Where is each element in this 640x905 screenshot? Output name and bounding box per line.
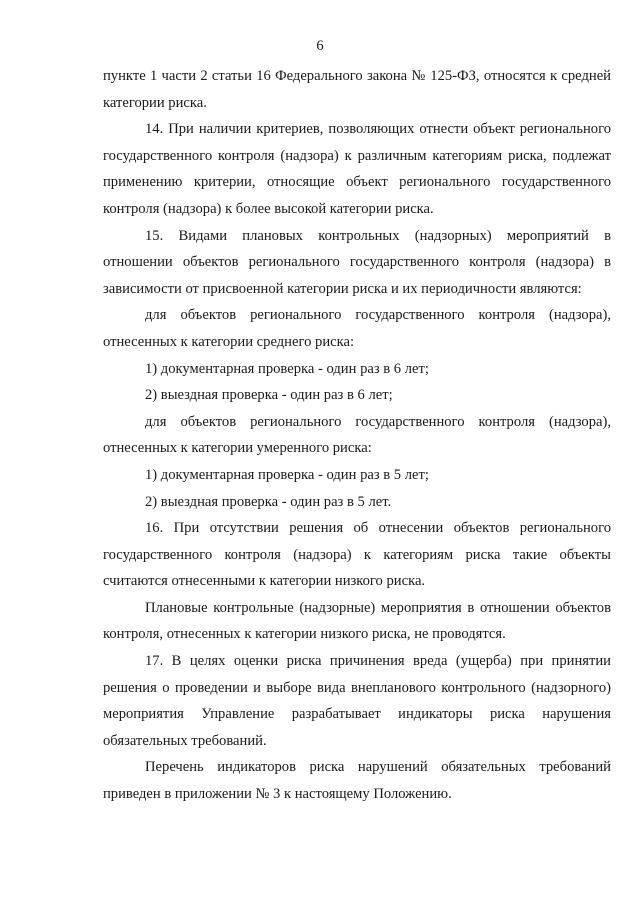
list-item-medium-onsite: 2) выездная проверка - один раз в 6 лет; xyxy=(145,387,393,404)
paragraph-16: 16. При отсутствии решения об отнесении объектов регионального государственного контроля (надзора) к категориям риска такие объекты считаются отнесенными к категории низкого риска. xyxy=(103,520,611,590)
paragraph-17: 17. В целях оценки риска причинения вреда (ущерба) при принятии решения о проведении и выборе вида внепланового контрольного (надзорного) мероприятия Управление разрабатывает индикаторы риска нарушения обязательных требований. xyxy=(103,653,611,749)
list-item-medium-documentary: 1) документарная проверка - один раз в 6 лет; xyxy=(145,360,429,377)
paragraph-indicators-list: Перечень индикаторов риска нарушений обязательных требований приведен в приложении № 3 к настоящему Положению. xyxy=(103,759,611,803)
paragraph-medium-risk-intro: для объектов регионального государственного контроля (надзора), отнесенных к категории среднего риска: xyxy=(103,307,611,350)
paragraph-14: 14. При наличии критериев, позволяющих отнести объект регионального государственного контроля (надзора) к различным категориям риска, подлежат применению критерии, относящие объект регионального государственного контроля (надзора) к более высокой категории риска. xyxy=(103,121,611,217)
list-item-moderate-onsite: 2) выездная проверка - один раз в 5 лет. xyxy=(145,493,392,510)
paragraph-low-risk: Плановые контрольные (надзорные) мероприятия в отношении объектов контроля, отнесенных к категории низкого риска, не проводятся. xyxy=(103,599,611,643)
document-body xyxy=(103,63,611,808)
paragraph-moderate-risk-intro: для объектов регионального государственного контроля (надзора), отнесенных к категории умеренного риска: xyxy=(103,413,611,457)
page-number: 6 xyxy=(316,38,324,54)
list-item-moderate-documentary: 1) документарная проверка - один раз в 5 лет; xyxy=(145,466,429,483)
paragraph-15: 15. Видами плановых контрольных (надзорных) мероприятий в отношении объектов регионального государственного контроля (надзора) в зависимости от присвоенной категории риска и их периодичности являются: xyxy=(103,227,611,297)
paragraph-continuation: пункте 1 части 2 статьи 16 Федерального закона № 125-ФЗ, относятся к средней категории риска. xyxy=(103,68,611,111)
